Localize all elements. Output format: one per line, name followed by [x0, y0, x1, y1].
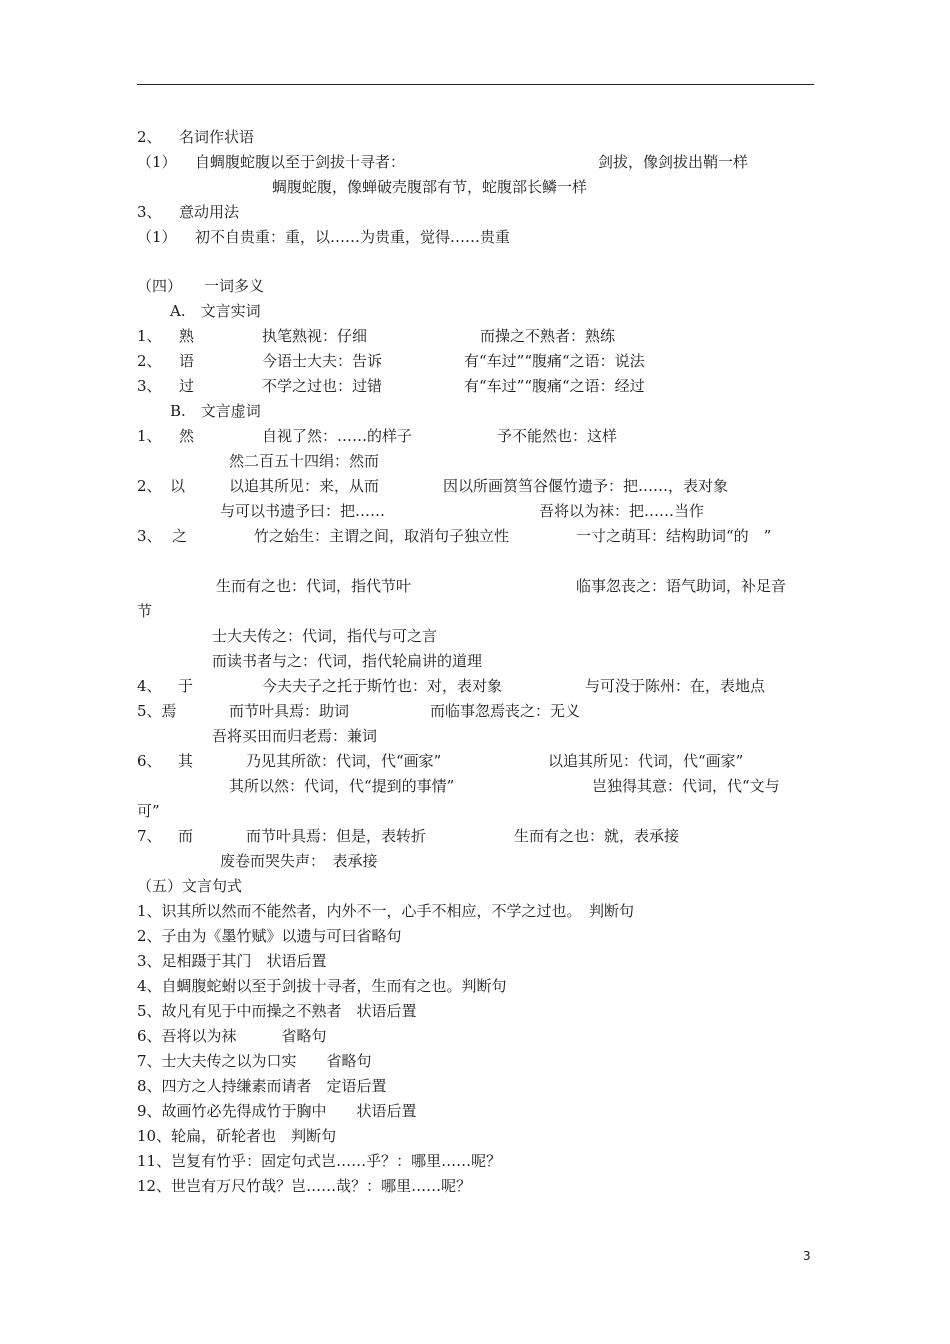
text-p4-A: A. 文言实词 [170, 302, 261, 320]
text-a2-x: 今语士大夫：告诉 [262, 352, 383, 370]
text-b5-x: 而节叶具焉：助词 [229, 702, 350, 720]
text-s3-head-title: 意动用法 [179, 203, 240, 221]
text-b7-num: 7、 [137, 827, 162, 845]
text-p4-B: B. 文言虚词 [170, 402, 261, 420]
text-a1-word: 熟 [179, 327, 195, 345]
text-b4-num: 4、 [137, 677, 162, 695]
text-a1-num: 1、 [137, 327, 162, 345]
text-b6-w2: 可” [137, 802, 160, 820]
text-b2-z: 与可以书遗予曰：把…… [220, 502, 386, 520]
text-s2-head-title: 名词作状语 [179, 128, 255, 146]
text-b7-x: 而节叶具焉：但是，表转折 [246, 827, 427, 845]
text-b2-word: 以 [170, 477, 186, 495]
text-b4-word: 于 [178, 677, 194, 695]
text-c2: 2、子由为《墨竹赋》以遗与可曰省略句 [137, 927, 402, 945]
text-a3-num: 3、 [137, 377, 162, 395]
text-s3-1-a: 初不自贵重：重，以……为贵重，觉得……贵重 [195, 228, 511, 246]
text-b3-y: 一寸之萌耳：结构助词“的 ” [576, 527, 772, 545]
text-a2-num: 2、 [137, 352, 162, 370]
text-b2-w: 吾将以为袜：把……当作 [539, 502, 705, 520]
text-b3-word: 之 [172, 527, 188, 545]
text-s2-1-b: 剑拔，像剑拔出鞘一样 [598, 153, 749, 171]
text-b1-num: 1、 [137, 427, 162, 445]
text-b2-y: 因以所画筼筜谷偃竹遗予：把……，表对象 [443, 477, 729, 495]
text-b5-y: 而临事忽焉丧之：无义 [430, 702, 581, 720]
text-b4-y: 与可没于陈州：在，表地点 [585, 677, 766, 695]
text-a2-y: 有“车过”“腹痛“之语：说法 [464, 352, 645, 370]
text-b4-x: 今夫夫子之托于斯竹也：对，表对象 [262, 677, 503, 695]
text-p4-num: （四） [137, 277, 183, 295]
text-b1-y: 予不能然也：这样 [497, 427, 618, 445]
text-b2-x: 以追其所见：来，从而 [229, 477, 380, 495]
text-p4-title: 一词多义 [204, 277, 265, 295]
text-b3-num: 3、 [137, 527, 162, 545]
text-b3-z: 生而有之也：代词，指代节叶 [216, 577, 412, 595]
text-b6-w: 岂独得其意：代词，代“文与 [592, 777, 780, 795]
text-b7-z: 废卷而哭失声： 表承接 [220, 852, 378, 870]
text-s2-1-c: 蜩腹蛇腹，像蝉破壳腹部有节，蛇腹部长鳞一样 [272, 178, 588, 196]
text-b7-y: 生而有之也：就，表承接 [514, 827, 680, 845]
text-s3-1-num: （1） [137, 228, 177, 246]
text-a3-y: 有“车过”“腹痛“之语：经过 [464, 377, 645, 395]
text-c12: 12、世岂有万尺竹哉？岂……哉？：哪里……呢？ [137, 1177, 472, 1195]
text-b3-w: 临事忽丧之：语气助词，补足音 [576, 577, 787, 595]
text-c5: 5、故凡有见于中而操之不熟者 状语后置 [137, 1002, 417, 1020]
text-p5-title: （五）文言句式 [137, 877, 243, 895]
text-c9: 9、故画竹必先得成竹于胸中 状语后置 [137, 1102, 417, 1120]
text-a3-x: 不学之过也：过错 [262, 377, 383, 395]
text-b1-x: 自视了然：……的样子 [262, 427, 413, 445]
text-a3-word: 过 [179, 377, 195, 395]
text-b6-num: 6、 [137, 752, 162, 770]
text-c7: 7、士大夫传之以为口实 省略句 [137, 1052, 372, 1070]
text-b6-y: 以追其所见：代词，代“画家” [548, 752, 744, 770]
text-c1: 1、识其所以然而不能然者，内外不一，心手不相应，不学之过也。 判断句 [137, 902, 635, 920]
text-c3: 3、足相蹑于其门 状语后置 [137, 952, 327, 970]
text-b5-num: 5、焉 [137, 702, 177, 720]
header-rule [137, 84, 814, 85]
text-c4: 4、自蜩腹蛇蚹以至于剑拔十寻者，生而有之也。判断句 [137, 977, 507, 995]
text-b1-z: 然二百五十四绢：然而 [229, 452, 380, 470]
text-c11: 11、岂复有竹乎：固定句式岂……乎？：哪里……呢？ [137, 1152, 502, 1170]
text-b1-word: 然 [179, 427, 195, 445]
text-s3-head-num: 3、 [137, 203, 162, 221]
text-c10: 10、轮扁，斫轮者也 判断句 [137, 1127, 337, 1145]
text-b3-u: 而读书者与之：代词，指代轮扁讲的道理 [212, 652, 483, 670]
text-s2-1-a: 自蜩腹蛇腹以至于剑拔十寻者： [195, 153, 406, 171]
text-c8: 8、四方之人持缣素而请者 定语后置 [137, 1077, 387, 1095]
text-b6-word: 其 [178, 752, 194, 770]
page-number: 3 [803, 1249, 811, 1263]
text-b6-x: 乃见其所欲：代词，代“画家” [246, 752, 442, 770]
text-b6-z: 其所以然：代词，代“提到的事情” [229, 777, 455, 795]
text-b3-v: 士大夫传之：代词，指代与可之言 [212, 627, 438, 645]
text-a1-y: 而操之不熟者：熟练 [480, 327, 616, 345]
text-b3-w2: 节 [137, 602, 153, 620]
text-a1-x: 执笔熟视：仔细 [262, 327, 368, 345]
text-b7-word: 而 [178, 827, 194, 845]
text-b2-num: 2、 [137, 477, 162, 495]
text-a2-word: 语 [179, 352, 195, 370]
text-s2-1-num: （1） [137, 153, 177, 171]
text-b5-z: 吾将买田而归老焉：兼词 [212, 727, 378, 745]
text-c6: 6、吾将以为袜 省略句 [137, 1027, 327, 1045]
text-s2-head-num: 2、 [137, 128, 162, 146]
text-b3-x: 竹之始生：主谓之间，取消句子独立性 [254, 527, 510, 545]
